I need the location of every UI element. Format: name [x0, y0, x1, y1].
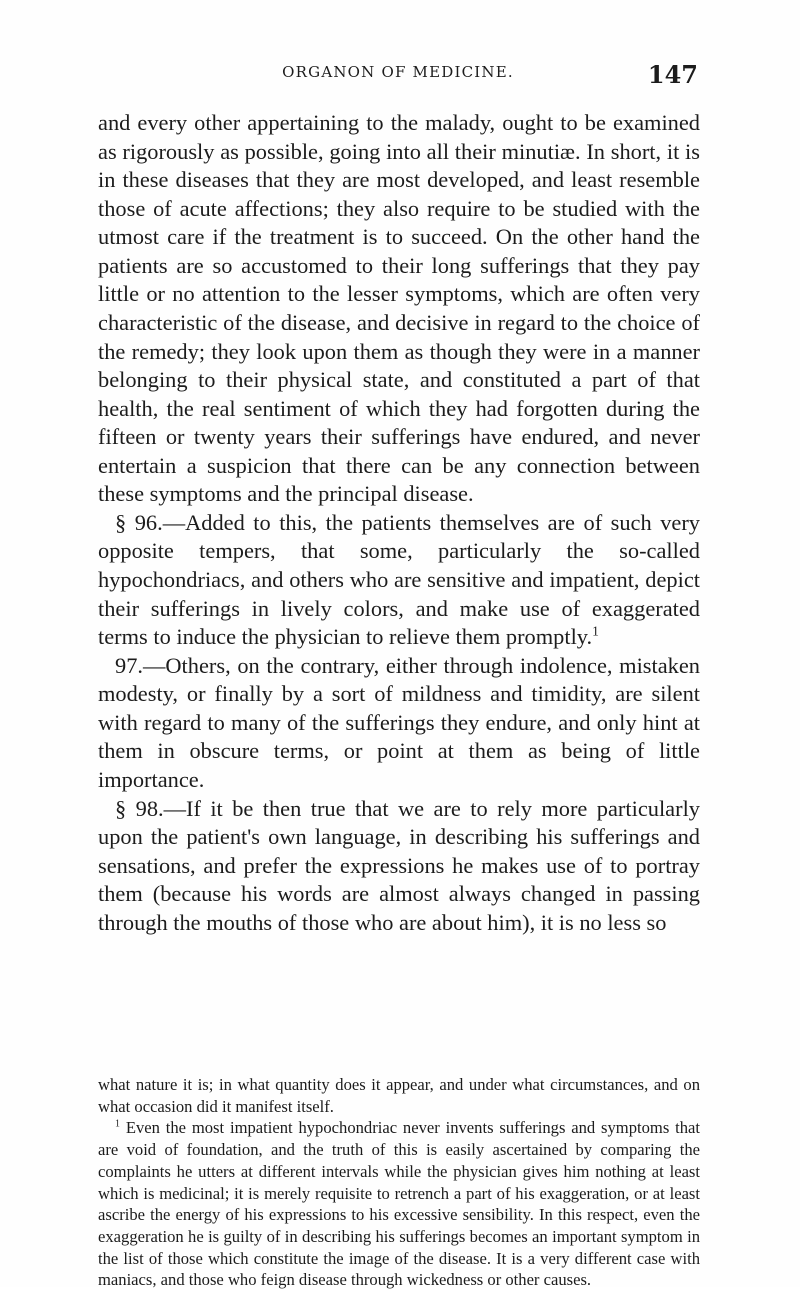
- running-title: ORGANON OF MEDICINE.: [282, 63, 514, 81]
- footnote-continued: what nature it is; in what quantity does it appear, and under what circumstances, and on what occasion did it manifest itself.: [98, 1075, 700, 1116]
- footnotes: [98, 1074, 700, 1291]
- page-header: [98, 60, 698, 100]
- paragraph-section-98: § 98.—If it be then true that we are to rely more particularly upon the patient's own language, in describing his sufferings and sensations, and prefer the expressions he makes use of to portray them (because his words are almost always changed in passing through the mouths of those who are about him), it is no less so: [98, 795, 700, 935]
- paragraph-continuation: and every other appertaining to the malady, ought to be examined as rigorously as possible, going into all their minutiæ. In short, it is in these diseases that they are most developed, and least resemble those of acute affections; they also require to be studied with the utmost care if the treatment is to succeed. On the other hand the patients are so accustomed to their long sufferings that they pay little or no attention to the lesser symptoms, which are often very characteristic of the disease, and decisive in regard to the choice of the remedy; they look upon them as though they were in a manner belonging to their physical state, and constituted a part of that health, the real sentiment of which they had forgotten during the fifteen or twenty years their sufferings have endured, and never entertain a suspicion that there can be any connection between these symptoms and the principal disease.: [98, 110, 700, 507]
- footnote-1: [98, 1117, 700, 1291]
- page-number: 147: [647, 60, 698, 89]
- paragraph-section-96: [98, 509, 700, 652]
- footnote-reference-1: 1: [592, 623, 599, 639]
- paragraph-section-97: 97.—Others, on the contrary, either through indolence, mistaken modesty, or finally by a sort of mildness and timidity, are silent with regard to many of the sufferings they endure, and only hint at them in obscure terms, or point at them as being of little importance.: [98, 652, 700, 792]
- section-96-text: § 96.—Added to this, the patients themselves are of such very opposite tempers, that some, particularly the so-called hypochondriacs, and others who are sensitive and impatient, depict their sufferings in lively colors, and make use of exaggerated terms to induce the physician to relieve them promptly.: [98, 509, 700, 650]
- main-text: [98, 109, 700, 937]
- footnote-1-text: Even the most impatient hypochondriac never invents sufferings and symptoms that are void of foundation, and the truth of this is easily ascertained by comparing the complaints he utters at different intervals while the physician gives him nothing at least which is medicinal; it is merely requisite to retrench a part of his exaggeration, or at least ascribe the energy of his expressions to his excessive sensibility. In this respect, even the exaggeration he is guilty of in describing his sufferings becomes an important symptom in the list of those which constitute the image of the disease. It is a very different case with maniacs, and those who feign disease through wickedness or other causes.: [98, 1118, 700, 1290]
- footnote-1-marker: 1: [115, 1118, 120, 1130]
